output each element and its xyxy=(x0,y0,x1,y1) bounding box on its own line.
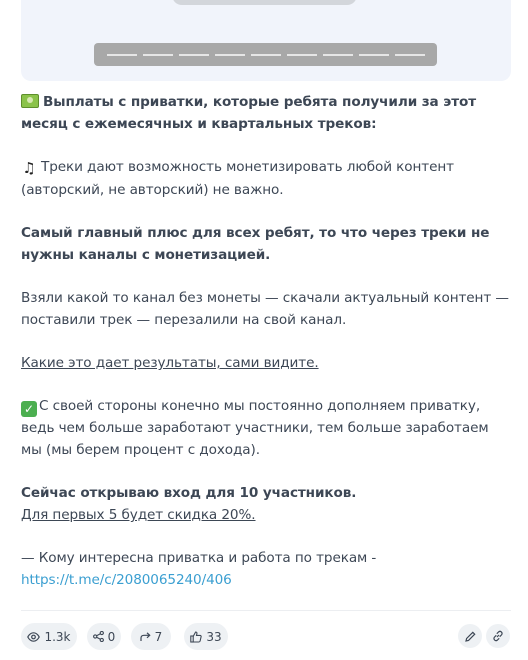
post-paragraph-steps: Взяли какой то канал без монеты — скачали актуальный контент — поставили трек — перезалили на свой канал. xyxy=(21,290,509,328)
contact-link[interactable]: https://t.me/c/2080065240/406 xyxy=(21,572,232,588)
post-paragraph-private: ✓ С своей стороны конечно мы постоянно дополняем приватку, ведь чем больше заработают участники, тем больше заработаем мы (мы берем процент с дохода). xyxy=(21,398,489,458)
thumbs-up-icon xyxy=(190,631,202,643)
offer-line: Сейчас открываю вход для 10 участников. xyxy=(21,485,357,501)
music-note-icon: ♫ xyxy=(22,159,36,177)
money-emoji-icon xyxy=(21,94,39,108)
likes-counter[interactable] xyxy=(184,623,228,650)
check-mark-icon: ✓ xyxy=(21,401,37,417)
replies-count: 7 xyxy=(154,629,163,644)
footer-divider xyxy=(21,610,511,611)
shares-count: 0 xyxy=(107,629,116,644)
post-paragraph-main-plus: Самый главный плюс для всех ребят, то что через треки не нужны каналы с монетизацией. xyxy=(21,225,490,263)
post-footer xyxy=(21,623,511,650)
replies-counter[interactable] xyxy=(131,623,171,650)
discount-line: Для первых 5 будет скидка 20%. xyxy=(21,507,256,523)
views-count: 1.3k xyxy=(44,629,71,644)
post-paragraph-offer xyxy=(21,482,511,526)
media-caption-bar xyxy=(94,43,437,66)
media-top-pill xyxy=(172,0,357,5)
link-icon xyxy=(492,630,504,642)
likes-count: 33 xyxy=(206,629,222,644)
eye-icon xyxy=(27,632,40,642)
post-body xyxy=(21,91,511,591)
pencil-icon xyxy=(465,631,476,642)
reply-arrow-icon xyxy=(140,632,151,642)
post-paragraph-tracks: ♫ Треки дают возможность монетизировать любой контент (авторский, не авторский) не важно. xyxy=(21,159,454,198)
shares-counter[interactable] xyxy=(87,623,121,650)
post-paragraph-payouts: Выплаты с приватки, которые ребята получили за этот месяц с ежемесячных и квартальных треков: xyxy=(21,94,477,132)
post-paragraph-results: Какие это дает результаты, сами видите. xyxy=(21,355,319,371)
views-counter[interactable] xyxy=(21,623,77,650)
post-paragraph-contact xyxy=(21,547,511,591)
copy-link-button[interactable] xyxy=(486,624,510,648)
share-icon xyxy=(93,631,104,642)
contact-text: — Кому интересна приватка и работа по трекам - xyxy=(21,550,377,566)
edit-button[interactable] xyxy=(458,624,482,648)
media-attachment[interactable] xyxy=(21,0,511,81)
